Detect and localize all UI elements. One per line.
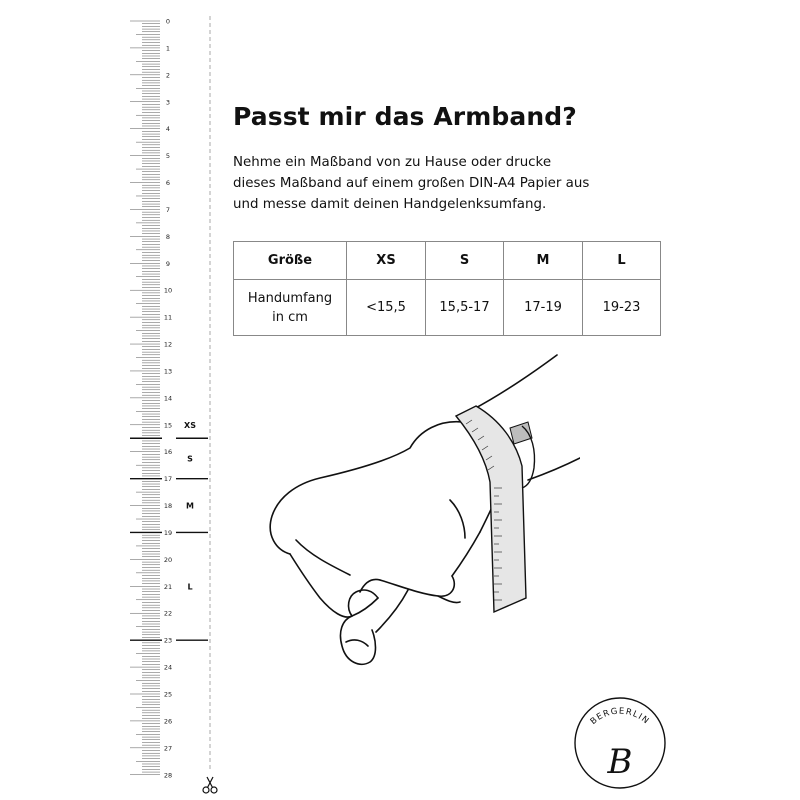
- value-m: 17-19: [504, 280, 583, 336]
- ruler-number: 15: [163, 421, 173, 430]
- ruler-number: 8: [165, 232, 171, 241]
- size-xs: XS: [347, 242, 426, 280]
- intro-line: dieses Maßband auf einem großen DIN-A4 Papier aus: [233, 176, 590, 191]
- ruler-number: 21: [163, 582, 173, 591]
- ruler-number: 10: [163, 286, 173, 295]
- size-m: M: [504, 242, 583, 280]
- ruler-number: 14: [163, 394, 173, 403]
- ruler-number: 13: [163, 367, 173, 376]
- ruler-number: 23: [163, 636, 173, 645]
- size-table: [233, 241, 661, 336]
- value-xs: <15,5: [347, 280, 426, 336]
- logo-ring-text: BERGERLIN: [588, 706, 652, 727]
- size-l: L: [583, 242, 661, 280]
- logo-monogram: B: [607, 742, 633, 782]
- ruler-number: 11: [163, 313, 173, 322]
- ruler-number: 28: [163, 771, 173, 780]
- size-table-value-row: [234, 280, 661, 336]
- ruler-number: 12: [163, 340, 173, 349]
- ruler-number: 22: [163, 609, 173, 618]
- ruler-number: 0: [165, 17, 171, 26]
- ruler-number: 26: [163, 717, 173, 726]
- ruler-number: 20: [163, 555, 173, 564]
- header-label: Größe: [234, 242, 347, 280]
- bergerlin-logo: [565, 685, 675, 795]
- value-l: 19-23: [583, 280, 661, 336]
- ruler-number: 2: [165, 71, 171, 80]
- page-title: Passt mir das Armband?: [233, 102, 577, 131]
- ruler-number: 19: [163, 528, 173, 537]
- ruler-size-label: XS: [184, 420, 196, 430]
- ruler-size-label: M: [186, 501, 194, 511]
- ruler-number: 18: [163, 502, 173, 511]
- ruler-number: 5: [165, 152, 171, 161]
- ruler-number: 24: [163, 663, 173, 672]
- intro-text: [233, 152, 633, 215]
- ruler-number: 4: [165, 125, 171, 134]
- row-label-line2: in cm: [272, 309, 308, 325]
- size-table-header-row: [234, 242, 661, 280]
- ruler-size-label: L: [187, 582, 193, 592]
- ruler-number: 27: [163, 744, 173, 753]
- hand-measuring-wrist-icon: [260, 350, 580, 680]
- intro-line: Nehme ein Maßband von zu Hause oder drucke: [233, 155, 552, 170]
- ruler-size-label: S: [187, 454, 193, 464]
- measuring-tape-ruler: [0, 0, 225, 800]
- intro-line: und messe damit deinen Handgelenksumfang.: [233, 197, 547, 212]
- value-s: 15,5-17: [426, 280, 504, 336]
- ruler-number: 1: [165, 44, 171, 53]
- scissors-icon: [203, 777, 217, 793]
- ruler-number: 3: [165, 98, 171, 107]
- ruler-number: 6: [165, 179, 171, 188]
- size-s: S: [426, 242, 504, 280]
- ruler-number: 7: [165, 205, 171, 214]
- row-label-line1: Handumfang: [247, 290, 333, 306]
- row-label: [234, 280, 347, 336]
- ruler-number: 9: [165, 259, 171, 268]
- ruler-number: 17: [163, 475, 173, 484]
- ruler-number: 16: [163, 448, 173, 457]
- ruler-number: 25: [163, 690, 173, 699]
